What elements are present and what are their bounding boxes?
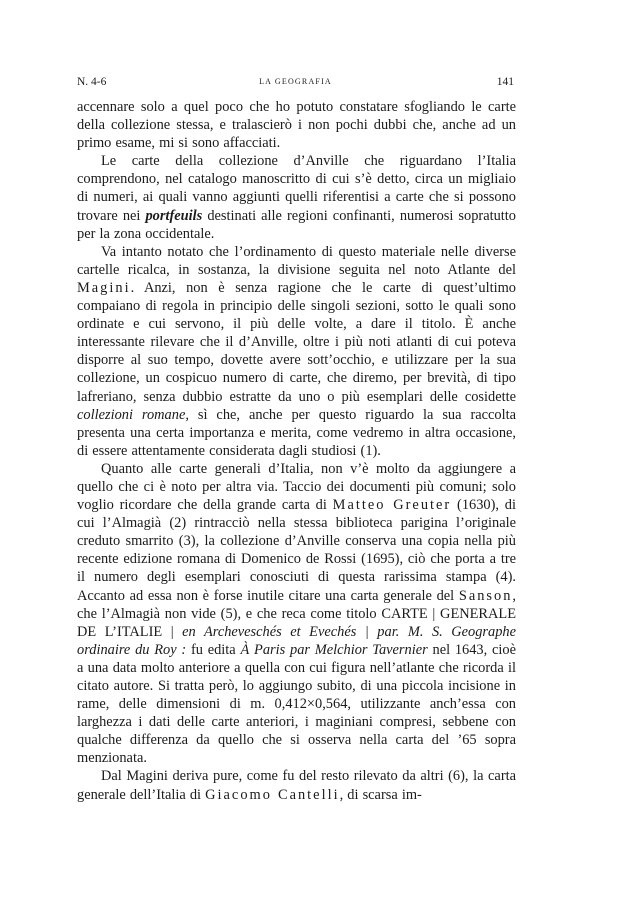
text-run: Va intanto notato che l’ordinamento di questo materiale nelle diverse cartelle ricalca, in sostanza, la divisione seguita nel noto Atlante del <box>77 243 516 278</box>
body-text <box>77 98 516 804</box>
paragraph <box>77 243 516 460</box>
styled-text-run: collezioni romane, <box>77 406 189 423</box>
styled-text-run: portfeuils <box>145 207 203 224</box>
text-run: , di scarsa im- <box>339 786 422 803</box>
running-header <box>77 76 514 92</box>
paragraph <box>77 460 516 768</box>
journal-title: LA GEOGRAFIA <box>259 77 332 86</box>
text-run: fu edita <box>186 641 241 658</box>
text-run: destinati alle regioni confinanti, numerosi sopratutto per la zona occidentale. <box>77 207 516 242</box>
page-number: 141 <box>496 76 514 88</box>
paragraph <box>77 98 516 152</box>
text-run: (1630), di cui l’Almagià (2) rintracciò nella stessa biblioteca parigina l’originale creduto smarrito (3), la collezione d’Anville conserva una copia nella più recente edizione romana di Domenico de Rossi (1695), ciò che porta a tre il numero degli esemplari conosciuti di questa rarissima stampa (4). Accanto ad essa non è forse inutile citare una carta generale del <box>77 497 516 604</box>
text-run: Quanto alle carte generali d’Italia, non v’è molto da aggiungere a quello che ci è noto per altra via. Taccio dei documenti più comuni; solo voglio ricordare che della grande carta di <box>77 460 516 514</box>
styled-text-run: Magini <box>77 279 131 296</box>
issue-number: N. 4-6 <box>77 76 107 88</box>
styled-text-run: en Archeveschés et Evechés | par. M. S. Geographe ordinaire du Roy : <box>77 623 517 658</box>
text-run: , che l’Almagià non vide (5), e che reca come titolo CARTE | GENERALE DE L’ITALIE | <box>77 587 516 640</box>
styled-text-run: À Paris par Melchior Tavernier <box>240 641 428 658</box>
styled-text-run: Matteo Greuter <box>332 497 452 514</box>
styled-text-run: Sanson <box>458 587 513 604</box>
text-run: nel 1643, cioè a una data molto anteriore a quella con cui figura nell’atlante che ricorda il citato autore. Si tratta però, lo aggiungo subito, di una piccola incisione in rame, delle dimensioni di m. 0,412×0,564, utilizzante anch’essa con larghezza i dati delle carte anteriori, i maginiani compresi, sebbene con qualche differenza da quello che si osserva nella carta del ’65 sopra menzionata. <box>77 641 516 767</box>
paragraph <box>77 152 516 242</box>
text-run: sì che, anche per questo riguardo la sua raccolta presenta una certa importanza e merita, come vedremo in altra occasione, di essere attentamente considerata dagli studiosi (1). <box>77 406 516 459</box>
paragraph <box>77 767 516 803</box>
text-run: Dal Magini deriva pure, come fu del resto rilevato da altri (6), la carta generale dell’Italia di <box>77 768 516 803</box>
text-run: Le carte della collezione d’Anville che riguardano l’Italia comprendono, nel catalogo manoscritto di cui s’è detto, circa un migliaio di numeri, ai quali vanno aggiunti quelli riferentisi a carte che si possono trovare nei <box>77 153 516 224</box>
styled-text-run: Giacomo Cantelli <box>205 786 340 803</box>
text-run: . Anzi, non è senza ragione che le carte di quest’ultimo compaiano di regola in principio delle singoli sezioni, sotto le quali sono ordinate e cui servono, il più delle volte, a dare il titolo. È anche interessante rilevare che il d’Anville, oltre i più noti atlanti di cui poteva disporre al suo tempo, dovette avere sott’occhio, e utilizzare per la sua collezione, un cospicuo numero di carte, che diremo, per brevità, di tipo lafreriano, senza dubbio estratte da uno o più esemplari delle cosidette <box>77 279 516 405</box>
text-run: accennare solo a quel poco che ho potuto constatare sfogliando le carte della collezione stessa, e tralascierò i non pochi dubbi che, anche ad un primo esame, mi si sono affacciati. <box>77 99 516 152</box>
